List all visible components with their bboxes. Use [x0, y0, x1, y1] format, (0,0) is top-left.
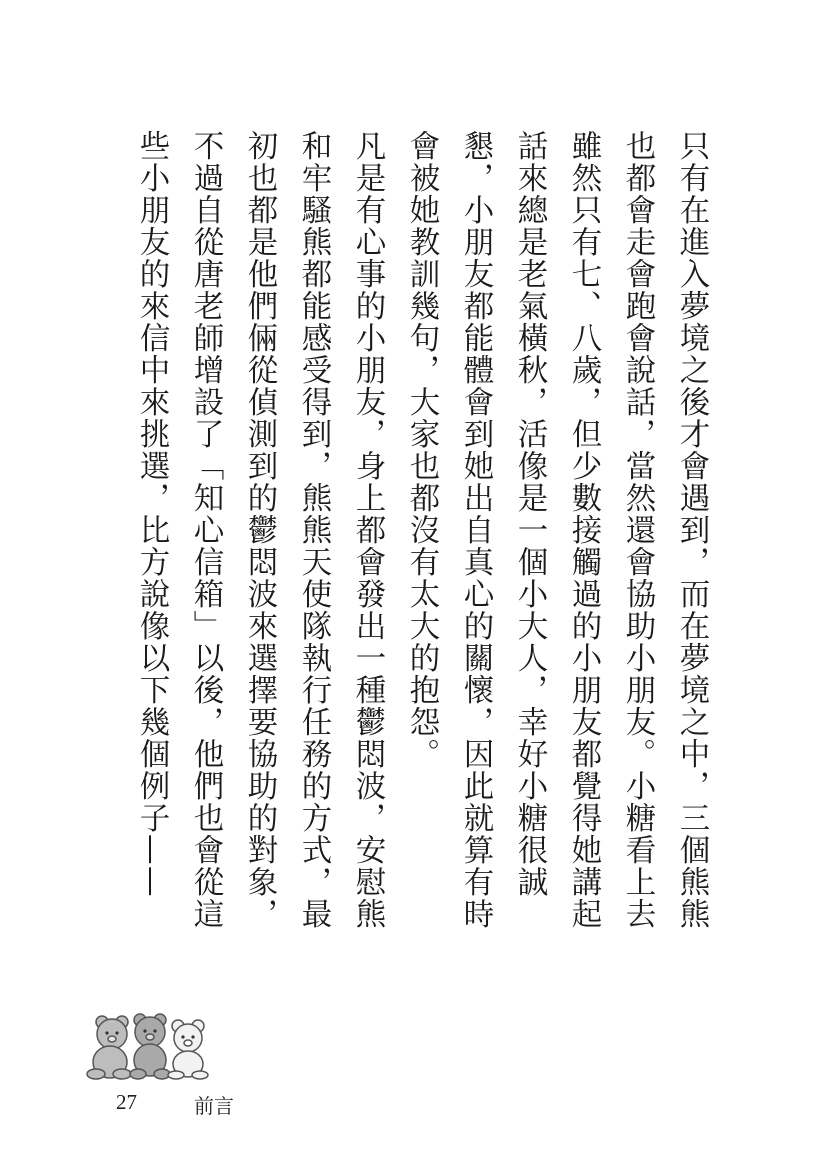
- paragraph-2: 凡是有心事的小朋友，身上都會發出一種鬱悶波，安慰熊和牢騷熊都能感受得到，熊熊天使隊執行任務的方式，最初也都是他們倆從偵測到的鬱悶波來選擇要協助的對象，不過自從唐老師增設了「知心信箱」以後，他們也會從這些小朋友的來信中來挑選，比方說像以下幾個例子——: [134, 130, 385, 930]
- page-number: 27: [116, 1090, 137, 1114]
- bear-right-icon: [168, 1020, 208, 1079]
- bear-middle-icon: [130, 1014, 170, 1079]
- bear-left-icon: [87, 1016, 131, 1079]
- paragraph-1: 只有在進入夢境之後才會遇到，而在夢境之中，三個熊熊也都會走會跑會說話，當然還會協助小朋友。小糖看上去雖然只有七、八歲，但少數接觸過的小朋友都覺得她講起話來總是老氣橫秋，活像是一個小大人，幸好小糖很誠懇，小朋友都能體會到她出自真心的關懷，因此就算有時會被她教訓幾句，大家也都沒有太大的抱怨。: [404, 130, 709, 930]
- body-text: [118, 130, 718, 960]
- bears-illustration: [82, 1012, 210, 1080]
- running-title: 前言: [194, 1094, 234, 1118]
